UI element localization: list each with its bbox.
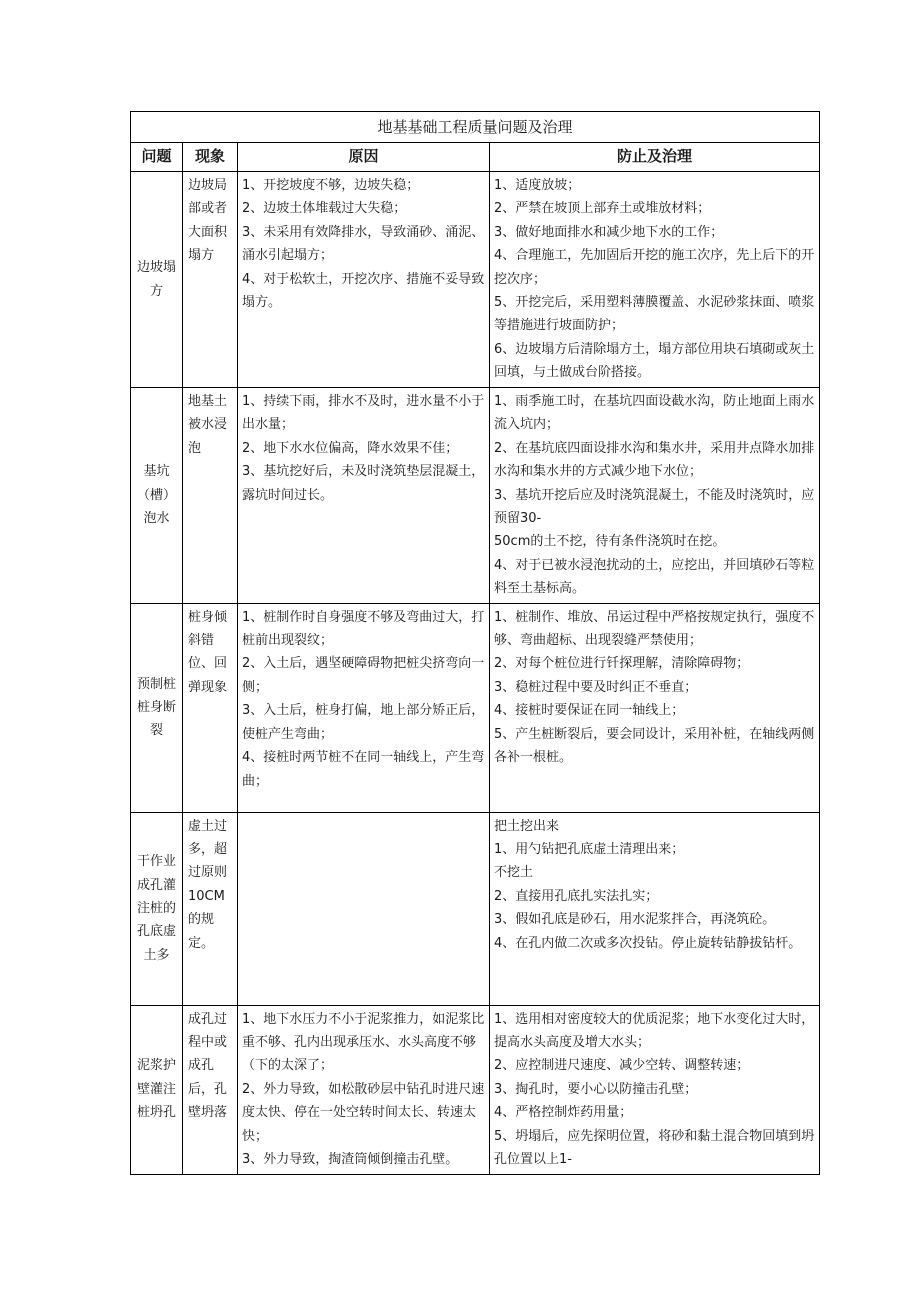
problem-cell: 泥浆护壁灌注桩坍孔: [131, 1005, 183, 1174]
treatment-item: 3、稳桩过程中要及时纠正不垂直；: [494, 679, 698, 695]
treatment-cell: [490, 812, 820, 1005]
treatment-item: 把土挖出来: [494, 818, 560, 834]
treatment-item: 5、产生桩断裂后，要会同设计，采用补桩，在轴线两侧各补一根桩。: [494, 726, 815, 766]
treatment-item: 2、直接用孔底扎实法扎实；: [494, 888, 659, 904]
table-row: [131, 812, 820, 1005]
treatment-cell: [490, 603, 820, 812]
cause-item: 1、桩制作时自身强度不够及弯曲过大，打桩前出现裂纹；: [242, 609, 485, 649]
treatment-item: 3、基坑开挖后应及时浇筑混凝土，不能及时浇筑时，应预留30-: [494, 487, 815, 527]
problem-cell: 干作业成孔灌注桩的孔底虚土多: [131, 812, 183, 1005]
header-cause: 原因: [238, 143, 490, 172]
problem-cell: 预制桩桩身断裂: [131, 603, 183, 812]
treatment-item: 5、坍塌后，应先探明位置，将砂和黏土混合物回填到坍孔位置以上1-: [494, 1128, 815, 1168]
treatment-item: 4、接桩时要保证在同一轴线上；: [494, 703, 685, 719]
cause-item: 2、地下水水位偏高，降水效果不佳；: [242, 440, 459, 456]
problem-cell: 边坡塌方: [131, 172, 183, 388]
table-row: [131, 603, 820, 812]
phenomenon-cell: 成孔过程中或成孔后，孔壁坍落: [183, 1005, 238, 1174]
phenomenon-cell: 虚土过多，超过原则10CM的规定。: [183, 812, 238, 1005]
cause-cell: [238, 603, 490, 812]
problem-cell: 基坑（槽）泡水: [131, 388, 183, 604]
treatment-item: 4、严格控制炸药用量；: [494, 1105, 633, 1121]
treatment-item: 4、合理施工，先加固后开挖的施工次序，先上后下的开挖次序；: [494, 248, 815, 287]
treatment-item: 1、雨季施工时，在基坑四面设截水沟，防止地面上雨水流入坑内；: [494, 394, 815, 433]
cause-item: 2、外力导致，如松散砂层中钻孔时进尺速度太快、停在一处空转时间太长、转速太快；: [242, 1081, 485, 1144]
treatment-item: 1、选用相对密度较大的优质泥浆；地下水变化过大时，提高水头高度及增大水头；: [494, 1011, 815, 1051]
cause-item: 1、地下水压力不小于泥浆推力，如泥浆比重不够、孔内出现承压水、水头高度不够（下的太深了；: [242, 1011, 485, 1074]
cause-item: 3、基坑挖好后，未及时浇筑垫层混凝土，露坑时间过长。: [242, 464, 485, 503]
header-phenomenon: 现象: [183, 143, 238, 172]
cause-item: 1、持续下雨，排水不及时，进水量不小于出水量；: [242, 394, 485, 433]
treatment-item: 2、应控制进尺速度、减少空转、调整转速；: [494, 1058, 750, 1074]
cause-item: 2、入土后，遇坚硬障碍物把桩尖挤弯向一侧；: [242, 656, 485, 695]
table-row: [131, 388, 820, 604]
cause-cell: [238, 172, 490, 388]
treatment-item: 4、在孔内做二次或多次投钻。停止旋转钻静拔钻杆。: [494, 935, 802, 951]
cause-item: 1、开挖坡度不够，边坡失稳；: [242, 178, 420, 193]
treatment-item: 6、边坡塌方后清除塌方土，塌方部位用块石填砌或灰土回填，与土做成台阶搭接。: [494, 341, 815, 381]
cause-item: 2、边坡土体堆载过大失稳；: [242, 201, 407, 217]
header-problem: 问题: [131, 143, 183, 172]
cause-item: 4、对于松软土，开挖次序、措施不妥导致塌方。: [242, 271, 485, 311]
cause-cell: [238, 388, 490, 604]
cause-item: 4、接桩时两节桩不在同一轴线上，产生弯曲；: [242, 750, 485, 789]
treatment-item: 3、掏孔时，要小心以防撞击孔壁；: [494, 1081, 698, 1097]
table-row: [131, 1005, 820, 1174]
header-treatment: 防止及治理: [490, 143, 820, 172]
treatment-cell: [490, 1005, 820, 1174]
phenomenon-cell: 桩身倾斜错位、回弹现象: [183, 603, 238, 812]
treatment-cell: [490, 172, 820, 388]
cause-item: 3、外力导致，掏渣筒倾倒撞击孔壁。: [242, 1152, 459, 1168]
treatment-item: 不挖土: [494, 865, 534, 881]
treatment-item: 1、桩制作、堆放、吊运过程中严格按规定执行，强度不够、弯曲超标、出现裂缝严禁使用；: [494, 609, 815, 649]
table-title: 地基基础工程质量问题及治理: [131, 112, 820, 143]
document: [130, 111, 819, 1175]
table-row: [131, 172, 820, 388]
treatment-item: 3、假如孔底是砂石，用水泥浆拌合，再浇筑砼。: [494, 912, 776, 928]
treatment-item: 2、对每个桩位进行钎探理解，清除障碍物；: [494, 656, 750, 672]
cause-item: 3、未采用有效降排水，导致涌砂、涌泥、涌水引起塌方；: [242, 224, 485, 264]
treatment-item: 2、严禁在坡顶上部弃土或堆放材料；: [494, 201, 711, 217]
treatment-cell: [490, 388, 820, 604]
treatment-item: 4、对于已被水浸泡扰动的土，应挖出，并回填砂石等粒料至土基标高。: [494, 557, 815, 597]
treatment-item: 5、开挖完后，采用塑料薄膜覆盖、水泥砂浆抹面、喷浆等措施进行坡面防护；: [494, 295, 815, 334]
treatment-item: 3、做好地面排水和减少地下水的工作；: [494, 224, 724, 240]
cause-cell: [238, 1005, 490, 1174]
quality-table: [130, 111, 820, 1175]
treatment-item: 1、用勺钻把孔底虚土清理出来；: [494, 842, 685, 858]
cause-cell: [238, 812, 490, 1005]
phenomenon-cell: 地基土被水浸泡: [183, 388, 238, 604]
treatment-item: 50cm的土不挖，待有条件浇筑时在挖。: [494, 534, 726, 550]
treatment-item: 2、在基坑底四面设排水沟和集水井，采用井点降水加排水沟和集水井的方式减少地下水位；: [494, 440, 815, 480]
phenomenon-cell: 边坡局部或者大面积塌方: [183, 172, 238, 388]
cause-item: 3、入土后，桩身打偏，地上部分矫正后，使桩产生弯曲；: [242, 703, 485, 742]
treatment-item: 1、适度放坡；: [494, 178, 581, 193]
